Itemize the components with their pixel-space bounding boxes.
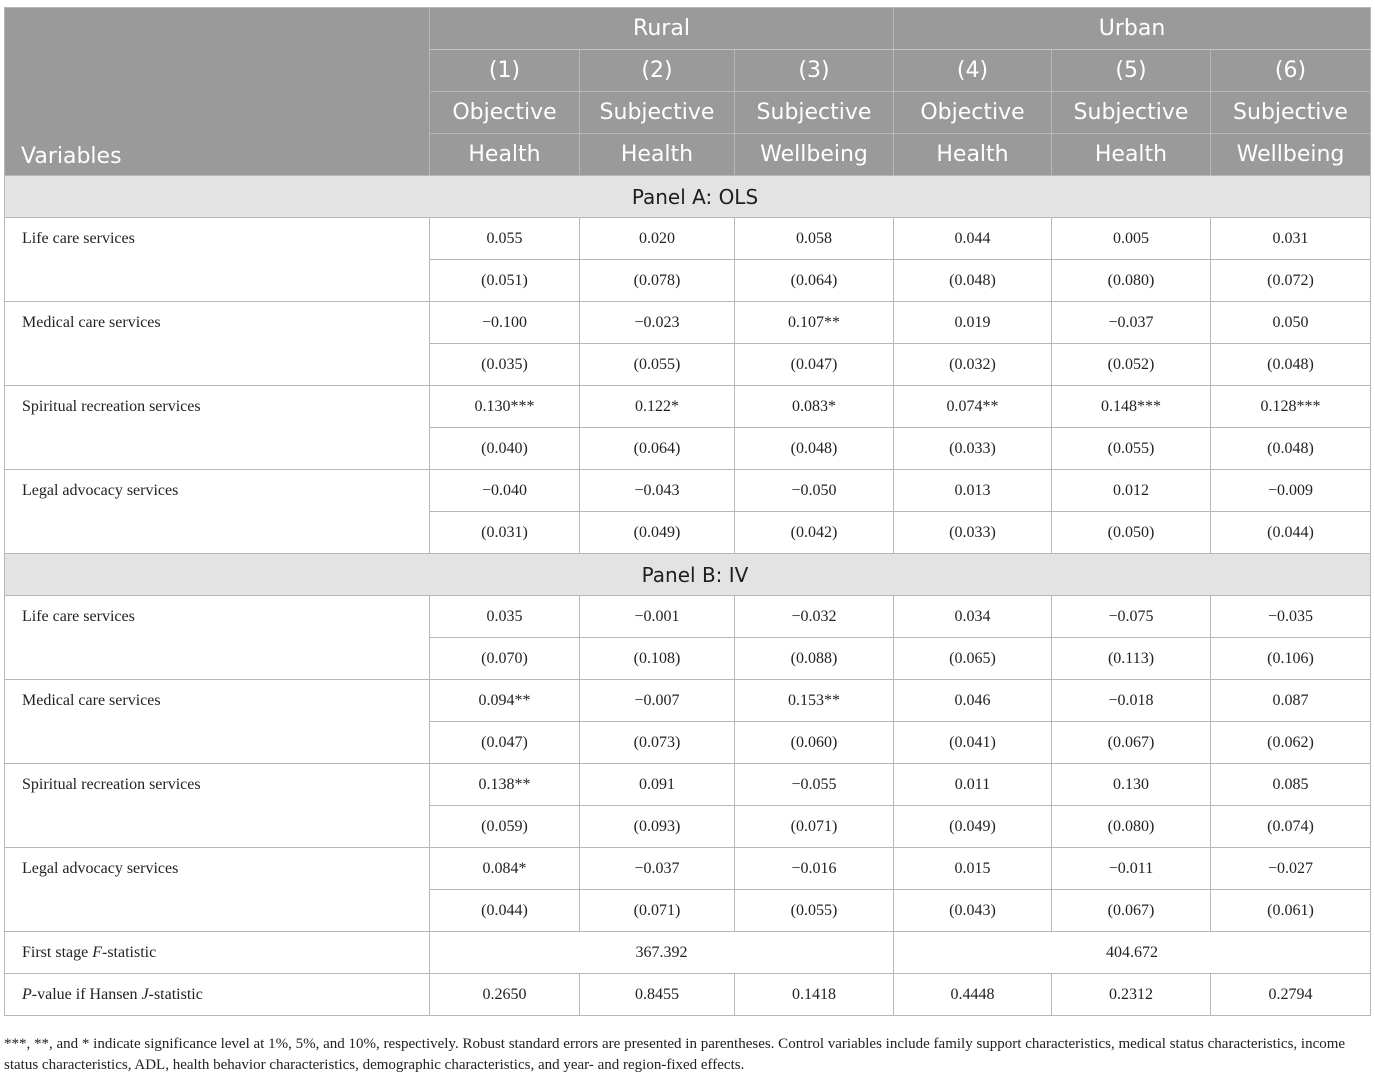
coef-cell: 0.005 bbox=[1052, 218, 1211, 260]
row-label: Medical care services bbox=[5, 302, 430, 386]
coef-cell: 0.055 bbox=[430, 218, 580, 260]
column-number: (2) bbox=[580, 50, 735, 92]
se-cell: (0.071) bbox=[580, 890, 735, 932]
se-cell: (0.040) bbox=[430, 428, 580, 470]
hansen-value: 0.2794 bbox=[1211, 974, 1371, 1016]
coef-cell: 0.148*** bbox=[1052, 386, 1211, 428]
row-label: Medical care services bbox=[5, 680, 430, 764]
coef-cell: −0.037 bbox=[1052, 302, 1211, 344]
column-number: (1) bbox=[430, 50, 580, 92]
se-cell: (0.113) bbox=[1052, 638, 1211, 680]
coef-cell: −0.001 bbox=[580, 596, 735, 638]
se-cell: (0.031) bbox=[430, 512, 580, 554]
label-text: -value if Hansen bbox=[31, 985, 142, 1003]
se-cell: (0.032) bbox=[894, 344, 1052, 386]
column-title: Subjective bbox=[580, 92, 735, 134]
se-cell: (0.080) bbox=[1052, 806, 1211, 848]
table-row bbox=[5, 470, 1371, 512]
label-text: -statistic bbox=[102, 943, 157, 961]
se-cell: (0.055) bbox=[580, 344, 735, 386]
column-subtitle: Health bbox=[430, 134, 580, 176]
panel-title: Panel A: OLS bbox=[5, 176, 1371, 218]
coef-cell: −0.100 bbox=[430, 302, 580, 344]
first-stage-rural: 367.392 bbox=[430, 932, 894, 974]
coef-cell: −0.032 bbox=[735, 596, 894, 638]
column-title: Subjective bbox=[1052, 92, 1211, 134]
se-cell: (0.072) bbox=[1211, 260, 1371, 302]
coef-cell: 0.034 bbox=[894, 596, 1052, 638]
first-stage-label bbox=[5, 932, 430, 974]
coef-cell: −0.018 bbox=[1052, 680, 1211, 722]
coef-cell: −0.037 bbox=[580, 848, 735, 890]
hansen-value: 0.4448 bbox=[894, 974, 1052, 1016]
coef-cell: −0.023 bbox=[580, 302, 735, 344]
label-italic: P bbox=[22, 985, 32, 1003]
coef-cell: −0.075 bbox=[1052, 596, 1211, 638]
se-cell: (0.035) bbox=[430, 344, 580, 386]
coef-cell: 0.122* bbox=[580, 386, 735, 428]
se-cell: (0.064) bbox=[735, 260, 894, 302]
coef-cell: 0.050 bbox=[1211, 302, 1371, 344]
coef-cell: 0.058 bbox=[735, 218, 894, 260]
se-cell: (0.061) bbox=[1211, 890, 1371, 932]
hansen-value: 0.2312 bbox=[1052, 974, 1211, 1016]
se-cell: (0.048) bbox=[1211, 344, 1371, 386]
se-cell: (0.064) bbox=[580, 428, 735, 470]
se-cell: (0.073) bbox=[580, 722, 735, 764]
variables-header: Variables bbox=[5, 8, 430, 176]
coef-cell: 0.074** bbox=[894, 386, 1052, 428]
table-row bbox=[5, 302, 1371, 344]
column-title: Subjective bbox=[735, 92, 894, 134]
coef-cell: 0.083* bbox=[735, 386, 894, 428]
se-cell: (0.070) bbox=[430, 638, 580, 680]
se-cell: (0.033) bbox=[894, 428, 1052, 470]
se-cell: (0.062) bbox=[1211, 722, 1371, 764]
label-text: First stage bbox=[22, 943, 93, 961]
coef-cell: 0.138** bbox=[430, 764, 580, 806]
group-header-urban: Urban bbox=[894, 8, 1371, 50]
se-cell: (0.050) bbox=[1052, 512, 1211, 554]
coef-cell: 0.094** bbox=[430, 680, 580, 722]
se-cell: (0.078) bbox=[580, 260, 735, 302]
column-subtitle: Health bbox=[580, 134, 735, 176]
se-cell: (0.108) bbox=[580, 638, 735, 680]
label-italic: F bbox=[92, 943, 102, 961]
se-cell: (0.060) bbox=[735, 722, 894, 764]
table-row bbox=[5, 218, 1371, 260]
label-text: -statistic bbox=[148, 985, 203, 1003]
column-title: Subjective bbox=[1211, 92, 1371, 134]
se-cell: (0.041) bbox=[894, 722, 1052, 764]
column-number: (6) bbox=[1211, 50, 1371, 92]
table-row bbox=[5, 386, 1371, 428]
se-cell: (0.093) bbox=[580, 806, 735, 848]
coef-cell: 0.012 bbox=[1052, 470, 1211, 512]
se-cell: (0.043) bbox=[894, 890, 1052, 932]
coef-cell: 0.130*** bbox=[430, 386, 580, 428]
coef-cell: −0.040 bbox=[430, 470, 580, 512]
se-cell: (0.067) bbox=[1052, 890, 1211, 932]
column-title: Objective bbox=[430, 92, 580, 134]
se-cell: (0.106) bbox=[1211, 638, 1371, 680]
se-cell: (0.088) bbox=[735, 638, 894, 680]
se-cell: (0.047) bbox=[735, 344, 894, 386]
coef-cell: −0.009 bbox=[1211, 470, 1371, 512]
coef-cell: 0.035 bbox=[430, 596, 580, 638]
column-number: (3) bbox=[735, 50, 894, 92]
coef-cell: 0.011 bbox=[894, 764, 1052, 806]
coef-cell: 0.046 bbox=[894, 680, 1052, 722]
hansen-value: 0.1418 bbox=[735, 974, 894, 1016]
regression-table bbox=[4, 7, 1371, 1016]
table-row bbox=[5, 596, 1371, 638]
panel-title: Panel B: IV bbox=[5, 554, 1371, 596]
se-cell: (0.047) bbox=[430, 722, 580, 764]
row-label: Legal advocacy services bbox=[5, 848, 430, 932]
coef-cell: −0.050 bbox=[735, 470, 894, 512]
table-body bbox=[5, 176, 1371, 1016]
se-cell: (0.074) bbox=[1211, 806, 1371, 848]
se-cell: (0.055) bbox=[1052, 428, 1211, 470]
coef-cell: 0.153** bbox=[735, 680, 894, 722]
coef-cell: 0.091 bbox=[580, 764, 735, 806]
se-cell: (0.071) bbox=[735, 806, 894, 848]
se-cell: (0.067) bbox=[1052, 722, 1211, 764]
row-label: Legal advocacy services bbox=[5, 470, 430, 554]
hansen-label bbox=[5, 974, 430, 1016]
se-cell: (0.049) bbox=[580, 512, 735, 554]
first-stage-urban: 404.672 bbox=[894, 932, 1371, 974]
row-label: Spiritual recreation services bbox=[5, 386, 430, 470]
coef-cell: 0.013 bbox=[894, 470, 1052, 512]
coef-cell: 0.085 bbox=[1211, 764, 1371, 806]
se-cell: (0.048) bbox=[1211, 428, 1371, 470]
coef-cell: 0.015 bbox=[894, 848, 1052, 890]
column-number: (5) bbox=[1052, 50, 1211, 92]
regression-table-container bbox=[4, 7, 1370, 1016]
coef-cell: 0.019 bbox=[894, 302, 1052, 344]
group-header-rural: Rural bbox=[430, 8, 894, 50]
table-row bbox=[5, 764, 1371, 806]
coef-cell: 0.031 bbox=[1211, 218, 1371, 260]
label-italic: J bbox=[141, 985, 149, 1003]
coef-cell: 0.044 bbox=[894, 218, 1052, 260]
se-cell: (0.042) bbox=[735, 512, 894, 554]
se-cell: (0.051) bbox=[430, 260, 580, 302]
coef-cell: −0.043 bbox=[580, 470, 735, 512]
column-subtitle: Health bbox=[894, 134, 1052, 176]
coef-cell: −0.027 bbox=[1211, 848, 1371, 890]
se-cell: (0.048) bbox=[735, 428, 894, 470]
table-row bbox=[5, 848, 1371, 890]
table-row bbox=[5, 680, 1371, 722]
column-subtitle: Wellbeing bbox=[735, 134, 894, 176]
coef-cell: −0.011 bbox=[1052, 848, 1211, 890]
se-cell: (0.059) bbox=[430, 806, 580, 848]
se-cell: (0.048) bbox=[894, 260, 1052, 302]
se-cell: (0.065) bbox=[894, 638, 1052, 680]
se-cell: (0.080) bbox=[1052, 260, 1211, 302]
row-label: Spiritual recreation services bbox=[5, 764, 430, 848]
row-label: Life care services bbox=[5, 596, 430, 680]
hansen-value: 0.2650 bbox=[430, 974, 580, 1016]
coef-cell: 0.130 bbox=[1052, 764, 1211, 806]
coef-cell: −0.016 bbox=[735, 848, 894, 890]
se-cell: (0.033) bbox=[894, 512, 1052, 554]
coef-cell: −0.055 bbox=[735, 764, 894, 806]
hansen-row bbox=[5, 974, 1371, 1016]
hansen-value: 0.8455 bbox=[580, 974, 735, 1016]
table-header bbox=[5, 8, 1371, 176]
coef-cell: −0.035 bbox=[1211, 596, 1371, 638]
row-label: Life care services bbox=[5, 218, 430, 302]
se-cell: (0.052) bbox=[1052, 344, 1211, 386]
column-number: (4) bbox=[894, 50, 1052, 92]
column-subtitle: Health bbox=[1052, 134, 1211, 176]
se-cell: (0.044) bbox=[1211, 512, 1371, 554]
column-subtitle: Wellbeing bbox=[1211, 134, 1371, 176]
se-cell: (0.044) bbox=[430, 890, 580, 932]
coef-cell: 0.087 bbox=[1211, 680, 1371, 722]
first-stage-row bbox=[5, 932, 1371, 974]
coef-cell: 0.128*** bbox=[1211, 386, 1371, 428]
se-cell: (0.055) bbox=[735, 890, 894, 932]
coef-cell: 0.020 bbox=[580, 218, 735, 260]
panel-header-row bbox=[5, 176, 1371, 218]
panel-header-row bbox=[5, 554, 1371, 596]
table-notes: ***, **, and * indicate significance level at 1%, 5%, and 10%, respectively. Robust standard errors are presented in parentheses. Control variables include family support characteristics, medical status characteristics, income status characteristics, ADL, health behavior characteristics, demographic characteristics, and year- and region-fixed effects. bbox=[4, 1036, 1346, 1073]
se-cell: (0.049) bbox=[894, 806, 1052, 848]
coef-cell: −0.007 bbox=[580, 680, 735, 722]
column-title: Objective bbox=[894, 92, 1052, 134]
coef-cell: 0.107** bbox=[735, 302, 894, 344]
coef-cell: 0.084* bbox=[430, 848, 580, 890]
